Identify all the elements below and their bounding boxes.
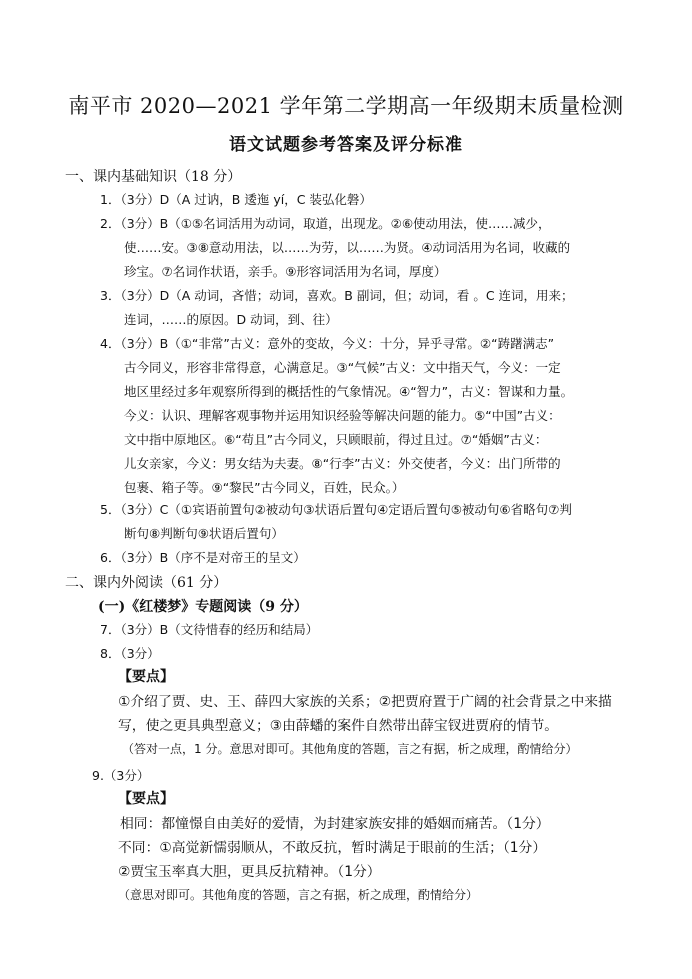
section-heading-2: 二、课内外阅读（61 分） — [65, 575, 228, 591]
q9-point-line-2: 不同：①高觉新懦弱顺从，不敢反抗，暂时满足于眼前的生活；（1分） — [118, 840, 547, 856]
q2-line-2: 使……安。③⑧意动用法，以……为劳，以……为贤。④动词活用为名词，收藏的 — [124, 240, 571, 255]
q2-line-1: 2．（3分）B（①⑤名词活用为动词，取道，出现龙。②⑥使动用法，使……减少， — [100, 216, 551, 231]
q4-line-1: 4．（3分）B（①“非常”古义：意外的变故，今义：十分，异乎寻常。②“踌躇满志” — [100, 336, 555, 351]
q8-label: 8．（3分） — [100, 646, 160, 661]
q5-line-2: 断句⑧判断句⑨状语后置句） — [124, 526, 284, 541]
q6-line: 6．（3分）B（序不是对帝王的呈文） — [100, 550, 306, 565]
q4-line-5: 文中指中原地区。⑥“苟且”古今同义，只顾眼前，得过且过。⑦“婚姻”古义： — [124, 432, 548, 447]
section-heading-1: 一、课内基础知识（18 分） — [65, 169, 242, 185]
q8-point-line-1: ①介绍了贾、史、王、薛四大家族的关系；②把贾府置于广阔的社会背景之中来描 — [118, 694, 612, 710]
q1-line: 1．（3分）D（A 过讷，B 逶迤 yí，C 装弘化磐） — [100, 192, 372, 207]
q3-line-1: 3．（3分）D（A 动词，吝惜；动词，喜欢。B 副词，但；动词，看 。C 连词，用来； — [100, 288, 574, 303]
q9-scoring-note: （意思对即可。其他角度的答题，言之有据，析之成理，酌情给分） — [118, 888, 479, 902]
q4-line-3: 地区里经过多年观察所得到的概括性的气象情况。④“智力”，古义：智谋和力量。 — [124, 384, 574, 399]
page-subtitle: 语文试题参考答案及评分标准 — [229, 135, 463, 155]
q7-line: 7．（3分）B（文待惜春的经历和结局） — [100, 622, 319, 637]
q9-label: 9.（3分） — [92, 768, 150, 783]
q8-key-points-tag: 【要点】 — [118, 669, 174, 685]
q2-line-3: 珍宝。⑦名词作状语，亲手。⑨形容词活用为名词，厚度） — [124, 264, 447, 279]
q4-line-6: 儿女亲家，今义：男女结为夫妻。⑧“行李”古义：外交使者，今义：出门所带的 — [124, 456, 561, 471]
q9-key-points-tag: 【要点】 — [118, 791, 174, 807]
q5-line-1: 5．（3分）C（①宾语前置句②被动句③状语后置句④定语后置句⑤被动句⑥省略句⑦判 — [100, 502, 572, 517]
q4-line-4: 今义：认识、理解客观事物并运用知识经验等解决问题的能力。⑤“中国”古义： — [124, 408, 561, 423]
page-title: 南平市 2020—2021 学年第二学期高一年级期末质量检测 — [68, 94, 624, 118]
q4-line-2: 古今同义，形容非常得意，心满意足。③“气候”古义：文中指天气，今义：一定 — [124, 360, 561, 375]
subsection-heading: (一)《红楼梦》专题阅读（9 分） — [98, 599, 308, 615]
q8-point-line-2: 写，使之更具典型意义；③由薛蟠的案件自然带出薛宝钗进贾府的情节。 — [118, 718, 559, 734]
q8-scoring-note: （答对一点，1 分。意思对即可。其他角度的答题，言之有据，析之成理，酌情给分） — [122, 742, 578, 756]
q3-line-2: 连词，……的原因。D 动词，到、往） — [124, 312, 338, 327]
q9-point-line-3: ②贾宝玉率真大胆，更具反抗精神。（1分） — [118, 864, 381, 880]
q9-point-line-1: 相同：都憧憬自由美好的爱情，为封建家族安排的婚姻而痛苦。（1分） — [120, 816, 550, 832]
q4-line-7: 包裹、箱子等。⑨“黎民”古今同义，百姓，民众。） — [124, 480, 405, 495]
